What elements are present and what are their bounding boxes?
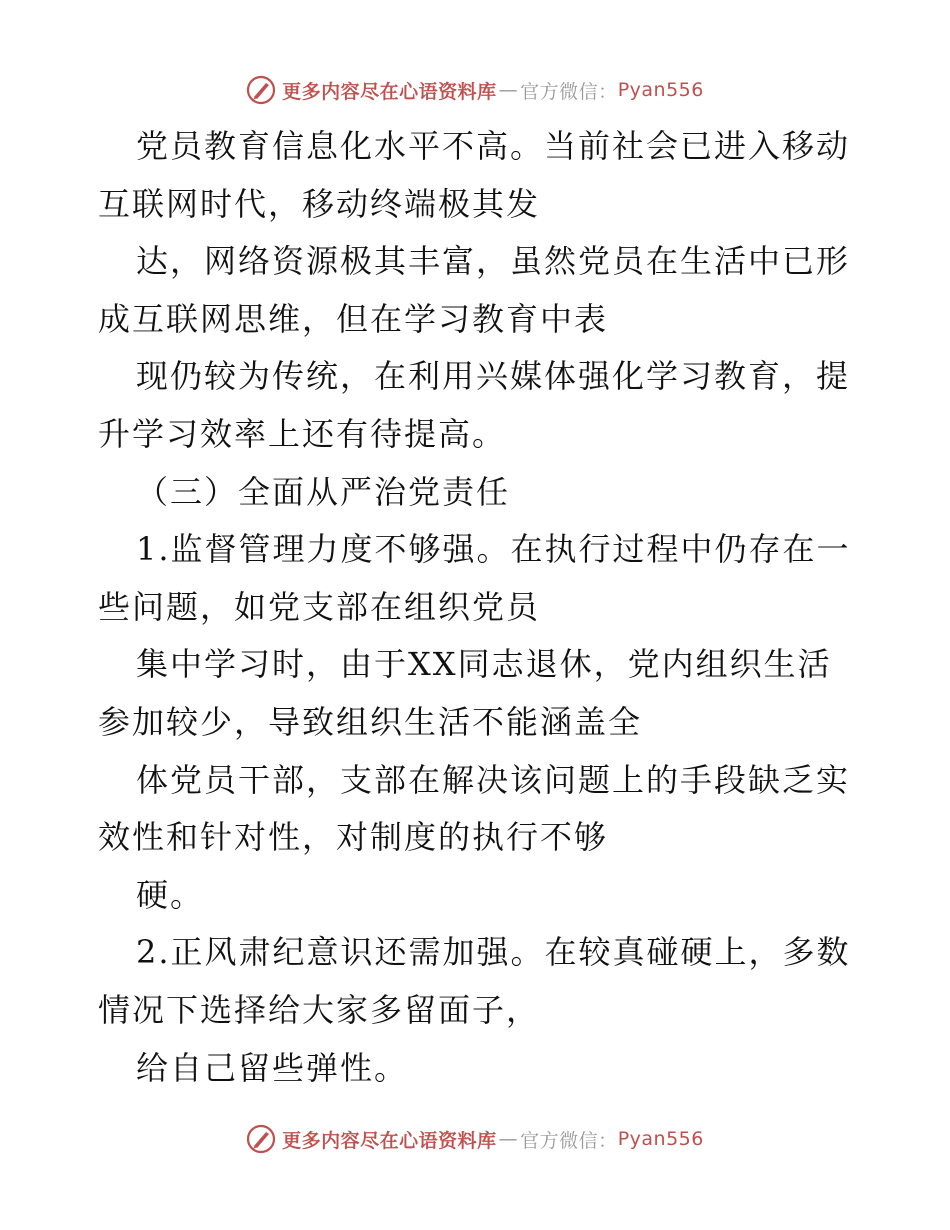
quill-logo-icon	[246, 1124, 276, 1154]
body-line: 成互联网思维，但在学习教育中表	[98, 299, 609, 338]
body-line: 升学习效率上还有待提高。	[98, 414, 507, 453]
body-line: 硬。	[136, 875, 205, 914]
quill-logo-icon	[246, 75, 276, 105]
body-line: 1.监督管理力度不够强。在执行过程中仍存在一	[136, 530, 851, 569]
banner-main-text: 更多内容尽在心语资料库	[282, 80, 497, 103]
body-line: 集中学习时，由于XX同志退休，党内组织生活	[136, 645, 832, 684]
banner-wechat-label: 官方微信：	[520, 1129, 618, 1152]
banner-separator: —	[498, 1128, 519, 1150]
body-line: 效性和针对性，对制度的执行不够	[98, 818, 609, 857]
body-line: 情况下选择给大家多留面子，	[98, 990, 541, 1029]
banner-account: Pyan556	[617, 79, 704, 101]
banner-main-text: 更多内容尽在心语资料库	[282, 1129, 497, 1152]
header-banner	[0, 70, 950, 110]
body-line: 2.正风肃纪意识还需加强。在较真碰硬上，多数	[136, 933, 851, 972]
body-line: 给自己留些弹性。	[136, 1048, 409, 1087]
banner-account: Pyan556	[617, 1128, 704, 1150]
footer-banner	[0, 1119, 950, 1159]
banner-separator: —	[498, 79, 519, 101]
document-body	[98, 118, 858, 1097]
body-line: 党员教育信息化水平不高。当前社会已进入移动	[136, 127, 851, 165]
banner-wechat-label: 官方微信：	[520, 80, 618, 103]
body-line: 达，网络资源极其丰富，虽然党员在生活中已形	[136, 242, 851, 281]
section-heading: （三）全面从严治党责任	[136, 472, 511, 511]
body-line: 些问题，如党支部在组织党员	[98, 587, 541, 626]
body-line: 现仍较为传统，在利用兴媒体强化学习教育，提	[136, 357, 851, 396]
body-line: 互联网时代，移动终端极其发	[98, 184, 541, 223]
body-line: 参加较少，导致组织生活不能涵盖全	[98, 702, 643, 741]
body-line: 体党员干部，支部在解决该问题上的手段缺乏实	[136, 760, 851, 799]
